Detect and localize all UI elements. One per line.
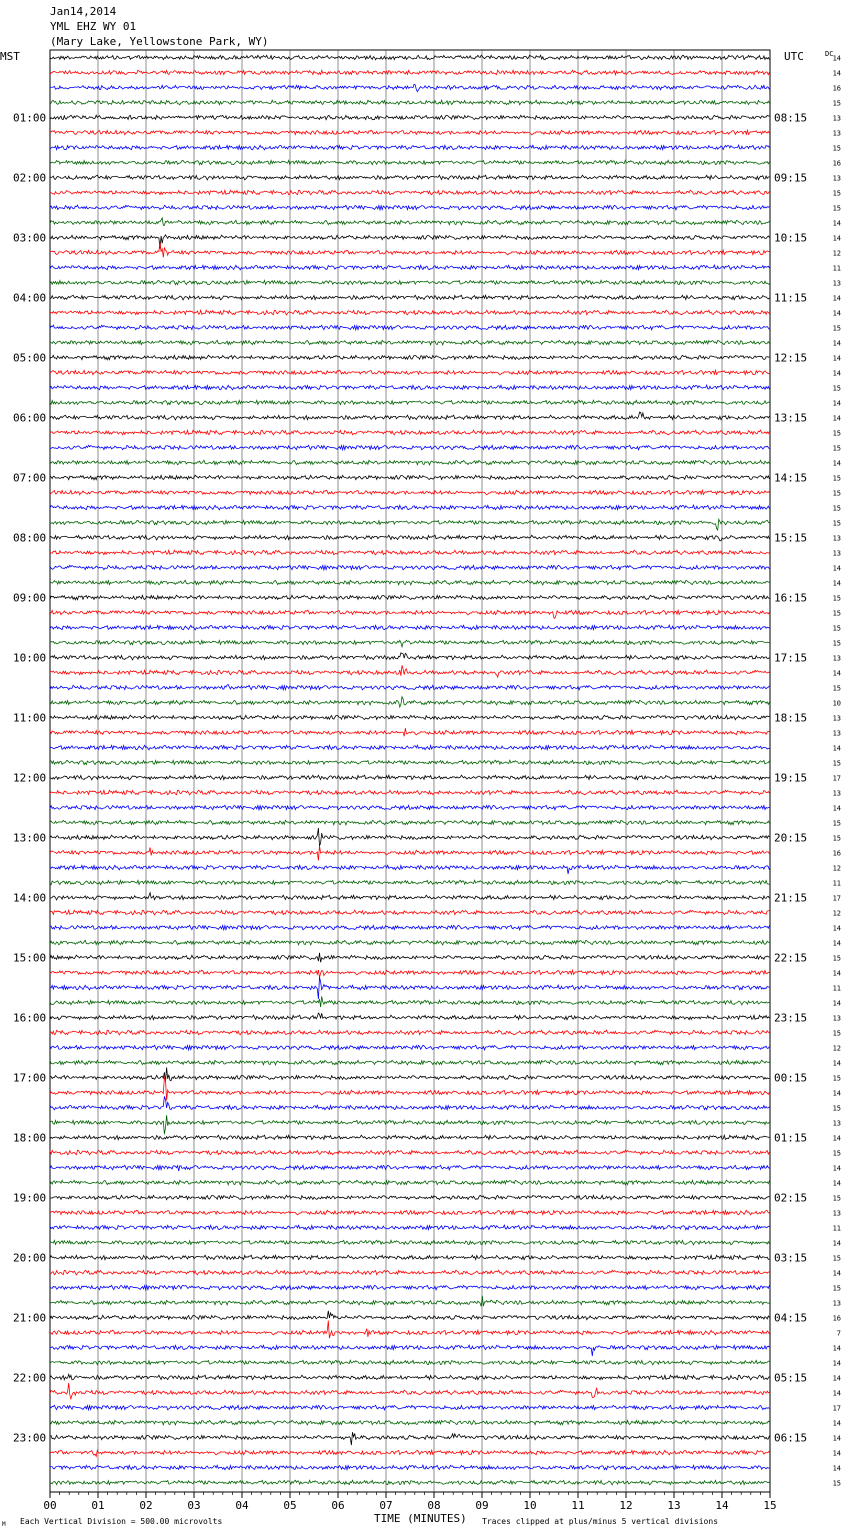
seismic-trace: [50, 175, 769, 180]
seismic-trace: [50, 535, 769, 541]
dc-offset-label: 13: [832, 1119, 841, 1128]
seismic-trace: [50, 519, 769, 530]
dc-offset-label: 14: [832, 1389, 841, 1398]
seismic-trace: [50, 1345, 769, 1356]
dc-offset-label: 15: [832, 759, 841, 768]
hour-label-right: 00:15: [774, 1071, 808, 1085]
seismic-trace: [50, 653, 769, 660]
seismic-trace: [50, 1045, 769, 1050]
hour-label-left: 01:00: [13, 111, 47, 125]
seismic-trace: [50, 996, 769, 1007]
dc-offset-label: 17: [832, 1404, 841, 1413]
hour-label-left: 14:00: [13, 891, 47, 905]
dc-offset-label: 13: [832, 549, 841, 558]
dc-offset-label: 15: [832, 624, 841, 633]
hour-label-right: 09:15: [774, 171, 808, 185]
seismic-trace: [50, 550, 769, 555]
dc-offset-label: 13: [832, 654, 841, 663]
dc-offset-label: 14: [832, 939, 841, 948]
x-tick-label: 12: [619, 1499, 633, 1512]
seismic-trace: [50, 280, 769, 284]
dc-offset-label: 13: [832, 1209, 841, 1218]
x-tick-label: 10: [523, 1499, 537, 1512]
dc-offset-label: 15: [832, 144, 841, 153]
hour-label-left: 19:00: [13, 1191, 47, 1205]
seismic-trace: [50, 460, 769, 465]
hour-label-left: 18:00: [13, 1131, 47, 1145]
dc-offset-label: 11: [832, 1224, 841, 1233]
dc-offset-label: 12: [832, 249, 841, 258]
seismic-trace: [50, 715, 769, 720]
dc-offset-label: 14: [832, 1434, 841, 1443]
dc-offset-label: 14: [832, 1464, 841, 1473]
dc-offset-label: 14: [832, 1359, 841, 1368]
seismic-trace: [50, 1432, 769, 1445]
x-tick-label: 05: [283, 1499, 297, 1512]
right-zone-label: UTC: [784, 50, 804, 63]
dc-offset-label: 14: [832, 1179, 841, 1188]
clip-note: Traces clipped at plus/minus 5 vertical divisions: [482, 1517, 719, 1526]
dc-offset-label: 14: [832, 579, 841, 588]
x-tick-label: 01: [91, 1499, 105, 1512]
seismic-trace: [50, 412, 769, 420]
seismic-trace: [50, 1180, 769, 1185]
hour-label-right: 03:15: [774, 1251, 808, 1265]
hour-label-right: 23:15: [774, 1011, 808, 1025]
dc-offset-label: 14: [832, 219, 841, 228]
corner-mark: M: [2, 1521, 6, 1528]
seismic-trace: [50, 475, 769, 480]
seismic-trace: [50, 505, 769, 510]
seismic-trace: [50, 1078, 769, 1101]
seismic-trace: [50, 970, 769, 978]
seismic-trace: [50, 640, 769, 647]
hour-label-right: 15:15: [774, 531, 808, 545]
dc-offset-label: 14: [832, 1134, 841, 1143]
seismic-trace: [50, 1465, 769, 1470]
seismic-trace: [50, 218, 769, 225]
hour-label-left: 15:00: [13, 951, 47, 965]
seismic-trace: [50, 1210, 769, 1215]
dc-offset-label: 13: [832, 1299, 841, 1308]
dc-offset-label: 14: [832, 234, 841, 243]
seismic-trace: [50, 130, 769, 135]
left-zone-label: MST: [0, 50, 20, 63]
hour-label-right: 12:15: [774, 351, 808, 365]
seismic-trace: [50, 160, 769, 164]
seismic-trace: [50, 775, 769, 780]
dc-offset-label: 14: [832, 339, 841, 348]
dc-offset-label: 15: [832, 489, 841, 498]
scale-note: Each Vertical Division = 500.00 microvolts: [20, 1517, 223, 1526]
dc-offset-label: 15: [832, 444, 841, 453]
hour-label-right: 10:15: [774, 231, 808, 245]
seismic-trace: [50, 625, 769, 630]
seismic-trace: [50, 295, 769, 300]
x-tick-label: 03: [187, 1499, 201, 1512]
dc-offset-label: 13: [832, 279, 841, 288]
seismic-trace: [50, 893, 769, 900]
seismic-trace: [50, 70, 769, 75]
chart-date: Jan14,2014: [50, 5, 117, 18]
seismic-trace: [50, 1480, 769, 1485]
seismic-trace: [50, 243, 769, 258]
dc-offset-label: 15: [832, 609, 841, 618]
dc-offset-label: 14: [832, 1344, 841, 1353]
seismic-trace: [50, 610, 769, 618]
hour-label-right: 05:15: [774, 1371, 808, 1385]
hour-label-left: 10:00: [13, 651, 47, 665]
seismic-trace: [50, 1030, 769, 1035]
hour-label-left: 08:00: [13, 531, 47, 545]
dc-offset-label: 11: [832, 879, 841, 888]
dc-offset-label: 13: [832, 1014, 841, 1023]
hour-label-left: 17:00: [13, 1071, 47, 1085]
dc-offset-label: 17: [832, 774, 841, 783]
dc-offset-label: 11: [832, 984, 841, 993]
dc-offset-label: 15: [832, 189, 841, 198]
dc-offset-label: 14: [832, 54, 841, 63]
seismic-trace: [50, 1450, 769, 1456]
dc-offset-label: 13: [832, 534, 841, 543]
hour-label-right: 14:15: [774, 471, 808, 485]
hour-label-right: 11:15: [774, 291, 808, 305]
hour-label-right: 17:15: [774, 651, 808, 665]
hour-label-left: 21:00: [13, 1311, 47, 1325]
seismic-trace: [50, 1360, 769, 1365]
seismic-trace: [50, 445, 769, 450]
x-tick-label: 14: [715, 1499, 729, 1512]
dc-offset-label: 7: [836, 1329, 841, 1338]
dc-offset-label: 12: [832, 909, 841, 918]
dc-offset-label: 14: [832, 369, 841, 378]
dc-offset-label: 14: [832, 1374, 841, 1383]
dc-offset-label: 14: [832, 294, 841, 303]
dc-offset-label: 14: [832, 309, 841, 318]
x-tick-label: 09: [475, 1499, 489, 1512]
seismic-trace: [50, 385, 769, 390]
seismic-trace: [50, 1135, 769, 1140]
label-group: [13, 55, 841, 1513]
x-tick-label: 13: [667, 1499, 681, 1512]
hour-label-right: 13:15: [774, 411, 808, 425]
hour-label-left: 06:00: [13, 411, 47, 425]
hour-label-right: 21:15: [774, 891, 808, 905]
seismic-trace: [50, 1311, 769, 1320]
seismic-trace: [50, 940, 769, 945]
dc-offset-label: 15: [832, 1479, 841, 1488]
seismic-trace: [50, 1225, 769, 1230]
seismic-trace: [50, 1013, 769, 1020]
hour-label-left: 12:00: [13, 771, 47, 785]
seismic-trace: [50, 1285, 769, 1290]
seismic-trace: [50, 400, 769, 404]
seismic-trace: [50, 1374, 769, 1379]
seismic-trace: [50, 828, 769, 846]
seismic-trace: [50, 265, 769, 270]
seismic-trace: [50, 846, 769, 861]
seismic-trace: [50, 1296, 769, 1307]
dc-offset-label: 14: [832, 564, 841, 573]
dc-offset-label: 14: [832, 1089, 841, 1098]
seismic-trace: [50, 1255, 769, 1260]
dc-offset-label: 15: [832, 429, 841, 438]
seismic-trace: [50, 1096, 769, 1109]
hour-label-left: 03:00: [13, 231, 47, 245]
hour-label-left: 05:00: [13, 351, 47, 365]
hour-label-left: 02:00: [13, 171, 47, 185]
seismic-trace: [50, 1321, 769, 1339]
hour-label-left: 16:00: [13, 1011, 47, 1025]
seismic-trace: [50, 355, 769, 360]
hour-label-left: 13:00: [13, 831, 47, 845]
seismic-trace: [50, 1383, 769, 1399]
seismic-trace: [50, 1405, 769, 1410]
seismic-trace: [50, 1240, 769, 1245]
dc-offset-label: 14: [832, 1449, 841, 1458]
dc-offset-label: 13: [832, 789, 841, 798]
dc-offset-label: 14: [832, 414, 841, 423]
hour-label-right: 02:15: [774, 1191, 808, 1205]
seismic-trace: [50, 1270, 769, 1275]
dc-offset-label: 14: [832, 399, 841, 408]
dc-offset-label: 15: [832, 1194, 841, 1203]
seismic-trace: [50, 430, 769, 435]
plot-frame: [50, 50, 770, 1492]
hour-label-left: 07:00: [13, 471, 47, 485]
hour-label-right: 19:15: [774, 771, 808, 785]
dc-offset-label: 14: [832, 669, 841, 678]
dc-offset-label: 15: [832, 474, 841, 483]
seismic-trace: [50, 953, 769, 962]
dc-offset-label: 15: [832, 1074, 841, 1083]
hour-label-right: 22:15: [774, 951, 808, 965]
hour-label-right: 06:15: [774, 1431, 808, 1445]
station-code: YML EHZ WY 01: [50, 20, 137, 33]
dc-offset-label: 16: [832, 159, 841, 168]
hour-label-left: 22:00: [13, 1371, 47, 1385]
dc-offset-label: 15: [832, 1254, 841, 1263]
seismic-trace: [50, 820, 769, 825]
dc-offset-label: 14: [832, 1269, 841, 1278]
dc-offset-label: 15: [832, 519, 841, 528]
dc-offset-label: 15: [832, 819, 841, 828]
seismic-trace: [50, 1150, 769, 1155]
seismic-trace: [50, 1195, 769, 1199]
dc-label: DC: [825, 50, 834, 58]
seismic-trace: [50, 910, 769, 915]
x-tick-label: 00: [43, 1499, 57, 1512]
dc-offset-label: 16: [832, 84, 841, 93]
hour-label-right: 18:15: [774, 711, 808, 725]
x-tick-label: 04: [235, 1499, 249, 1512]
dc-offset-label: 13: [832, 174, 841, 183]
x-tick-label: 07: [379, 1499, 393, 1512]
hour-label-right: 20:15: [774, 831, 808, 845]
dc-offset-label: 15: [832, 504, 841, 513]
seismic-trace: [50, 760, 769, 764]
dc-offset-label: 16: [832, 1314, 841, 1323]
seismic-trace: [50, 565, 769, 570]
seismic-trace: [50, 490, 769, 495]
hour-label-left: 20:00: [13, 1251, 47, 1265]
x-tick-label: 06: [331, 1499, 345, 1512]
seismic-trace: [50, 370, 769, 375]
dc-offset-label: 14: [832, 1164, 841, 1173]
dc-offset-label: 13: [832, 114, 841, 123]
seismic-trace: [50, 595, 769, 600]
dc-offset-label: 14: [832, 804, 841, 813]
dc-offset-label: 14: [832, 1059, 841, 1068]
hour-label-left: 23:00: [13, 1431, 47, 1445]
dc-offset-label: 14: [832, 1419, 841, 1428]
seismic-trace: [50, 865, 769, 874]
dc-offset-label: 14: [832, 924, 841, 933]
dc-offset-label: 14: [832, 744, 841, 753]
dc-offset-label: 13: [832, 129, 841, 138]
seismic-trace: [50, 55, 769, 60]
seismic-trace: [50, 580, 769, 585]
dc-offset-label: 14: [832, 999, 841, 1008]
dc-offset-label: 16: [832, 849, 841, 858]
dc-offset-label: 11: [832, 264, 841, 273]
x-tick-label: 08: [427, 1499, 441, 1512]
hour-label-left: 04:00: [13, 291, 47, 305]
seismic-trace: [50, 1420, 769, 1425]
dc-offset-label: 14: [832, 354, 841, 363]
hour-label-left: 11:00: [13, 711, 47, 725]
seismic-trace: [50, 805, 769, 810]
dc-offset-label: 15: [832, 594, 841, 603]
seismic-trace: [50, 1067, 769, 1082]
dc-offset-label: 15: [832, 1284, 841, 1293]
seismic-trace: [50, 665, 769, 677]
dc-offset-label: 15: [832, 1104, 841, 1113]
seismic-trace: [50, 84, 769, 91]
seismic-trace: [50, 697, 769, 707]
seismic-trace: [50, 880, 769, 884]
dc-offset-label: 15: [832, 834, 841, 843]
seismic-trace: [50, 728, 769, 736]
dc-offset-label: 17: [832, 894, 841, 903]
x-tick-label: 11: [571, 1499, 585, 1512]
seismic-trace: [50, 685, 769, 690]
dc-offset-label: 12: [832, 1044, 841, 1053]
seismic-trace: [50, 340, 769, 345]
x-tick-label: 15: [763, 1499, 777, 1512]
seismic-trace: [50, 205, 769, 210]
seismic-trace: [50, 115, 769, 120]
dc-offset-label: 15: [832, 204, 841, 213]
dc-offset-label: 15: [832, 99, 841, 108]
dc-offset-label: 13: [832, 729, 841, 738]
dc-offset-label: 14: [832, 1239, 841, 1248]
dc-offset-label: 15: [832, 324, 841, 333]
seismic-trace: [50, 145, 769, 150]
dc-offset-label: 15: [832, 639, 841, 648]
hour-label-right: 16:15: [774, 591, 808, 605]
dc-offset-label: 15: [832, 954, 841, 963]
dc-offset-label: 12: [832, 864, 841, 873]
dc-offset-label: 15: [832, 384, 841, 393]
seismic-trace: [50, 745, 769, 750]
seismic-trace: [50, 235, 769, 249]
seismic-trace: [50, 1060, 769, 1065]
seismic-trace: [50, 190, 769, 195]
dc-offset-label: 13: [832, 714, 841, 723]
dc-offset-label: 14: [832, 69, 841, 78]
seismic-trace: [50, 1115, 769, 1134]
dc-offset-label: 15: [832, 684, 841, 693]
seismic-trace: [50, 925, 769, 930]
x-axis-label: TIME (MINUTES): [374, 1512, 467, 1525]
hour-label-right: 04:15: [774, 1311, 808, 1325]
station-location: (Mary Lake, Yellowstone Park, WY): [50, 35, 269, 48]
seismic-trace: [50, 325, 769, 330]
dc-offset-label: 14: [832, 969, 841, 978]
dc-offset-label: 14: [832, 459, 841, 468]
hour-label-right: 01:15: [774, 1131, 808, 1145]
x-tick-label: 02: [139, 1499, 153, 1512]
dc-offset-label: 10: [832, 699, 841, 708]
seismic-trace: [50, 1165, 769, 1171]
dc-offset-label: 15: [832, 1149, 841, 1158]
seismic-trace: [50, 310, 769, 315]
seismic-trace: [50, 790, 769, 795]
dc-offset-label: 15: [832, 1029, 841, 1038]
hour-label-right: 08:15: [774, 111, 808, 125]
seismic-trace: [50, 100, 769, 105]
seismic-trace: [50, 977, 769, 999]
hour-label-left: 09:00: [13, 591, 47, 605]
trace-group: [50, 55, 769, 1485]
